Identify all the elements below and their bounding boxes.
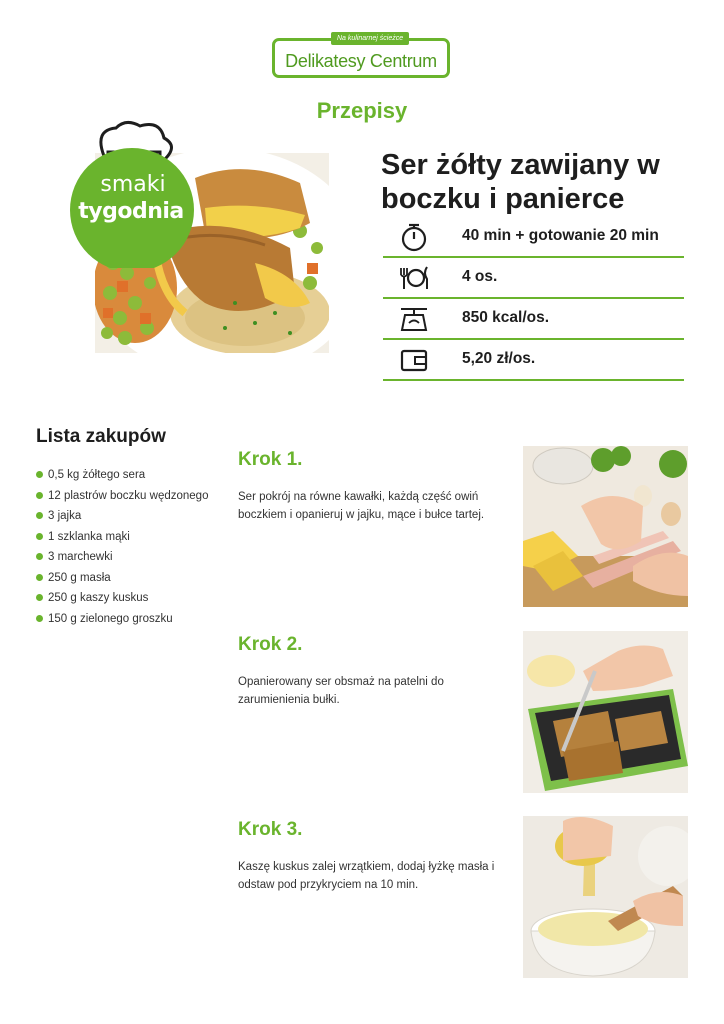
wallet-icon <box>397 345 431 375</box>
badge-text-tygodnia: tygodnia <box>78 199 184 224</box>
badge-text-smaki: smaki <box>100 172 166 197</box>
step-3-photo <box>523 816 688 978</box>
step-2-photo <box>523 631 688 793</box>
list-item: 150 g zielonego groszku <box>36 611 208 632</box>
meta-row-servings <box>383 258 684 299</box>
step-1-title: Krok 1. <box>238 449 303 470</box>
section-title: Przepisy <box>316 98 408 123</box>
step-2-title: Krok 2. <box>238 634 303 655</box>
meta-calories-text: 850 kcal/os. <box>462 309 550 326</box>
meta-cost-text: 5,20 zł/os. <box>462 350 536 367</box>
list-item: 12 plastrów boczku wędzonego <box>36 488 208 509</box>
shopping-list <box>36 467 208 631</box>
meta-servings-text: 4 os. <box>462 268 498 285</box>
step-2-text: Opanierowany ser obsmaż na patelni do zarumienienia bułki. <box>238 676 444 706</box>
brand-name: Delikatesy Centrum <box>285 51 437 71</box>
step-1-photo <box>523 446 688 607</box>
meta-row-cost <box>383 340 684 381</box>
list-item: 250 g kaszy kuskus <box>36 590 208 611</box>
shopping-list-title: Lista zakupów <box>36 426 166 447</box>
stopwatch-icon <box>397 222 431 252</box>
brand-logo <box>272 35 450 78</box>
step-3-title: Krok 3. <box>238 819 303 840</box>
scale-icon <box>397 304 431 334</box>
cutlery-plate-icon <box>397 263 431 293</box>
list-item: 3 jajka <box>36 508 208 529</box>
list-item: 250 g masła <box>36 570 208 591</box>
step-3-text: Kaszę kuskus zalej wrzątkiem, dodaj łyżkę masła i odstaw pod przykryciem na 10 min. <box>238 861 495 891</box>
meta-row-calories <box>383 299 684 340</box>
step-1-text: Ser pokrój na równe kawałki, każdą część owiń boczkiem i opanieruj w jajku, mące i bułce tartej. <box>238 491 485 521</box>
brand-tagline: Na kulinarnej ścieżce <box>331 32 409 45</box>
list-item: 0,5 kg żółtego sera <box>36 467 208 488</box>
meta-time-text: 40 min + gotowanie 20 min <box>462 227 659 244</box>
list-item: 1 szklanka mąki <box>36 529 208 550</box>
meta-row-time <box>383 217 684 258</box>
recipe-title: Ser żółty zawijany w boczku i panierce <box>381 149 660 215</box>
list-item: 3 marchewki <box>36 549 208 570</box>
